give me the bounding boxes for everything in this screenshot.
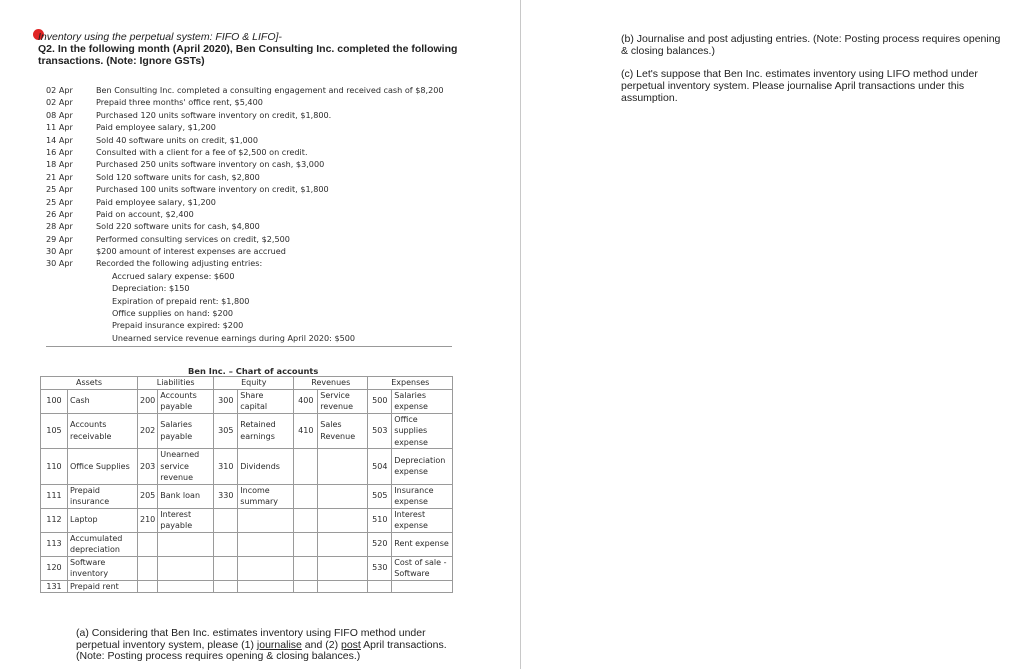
account-number: 112 bbox=[41, 508, 68, 532]
account-number bbox=[368, 580, 392, 593]
transaction-row bbox=[46, 245, 452, 257]
account-name: Accumulated depreciation bbox=[68, 532, 138, 556]
transaction-row bbox=[46, 257, 452, 269]
account-number bbox=[294, 580, 318, 593]
section-rule bbox=[46, 346, 452, 347]
account-name: Rent expense bbox=[392, 532, 453, 556]
account-number: 111 bbox=[41, 484, 68, 508]
account-name bbox=[392, 580, 453, 593]
account-name: Cash bbox=[68, 389, 138, 413]
account-name: Accounts receivable bbox=[68, 413, 138, 449]
transaction-row bbox=[46, 109, 452, 121]
account-number: 310 bbox=[214, 449, 238, 485]
transaction-description: Purchased 120 units software inventory on credit, $1,800. bbox=[96, 109, 332, 120]
account-name: Unearned service revenue bbox=[158, 449, 214, 485]
account-name bbox=[238, 580, 294, 593]
question-a-post: post bbox=[340, 638, 361, 651]
account-name: Salaries payable bbox=[158, 413, 214, 449]
account-number: 205 bbox=[138, 484, 158, 508]
account-number: 100 bbox=[41, 389, 68, 413]
account-name: Service revenue bbox=[318, 389, 368, 413]
account-name: Prepaid insurance bbox=[68, 484, 138, 508]
transaction-date: 25 Apr bbox=[46, 184, 73, 195]
adjusting-entry: Prepaid insurance expired: $200 bbox=[112, 320, 244, 331]
coa-row bbox=[41, 484, 453, 508]
account-number: 500 bbox=[368, 389, 392, 413]
account-name bbox=[318, 556, 368, 580]
account-name: Share capital bbox=[238, 389, 294, 413]
question-c: (c) Let's suppose that Ben Inc. estimates inventory using LIFO method under perpetual inventory system. Please journalise April transactions under this assumption. bbox=[621, 68, 978, 104]
account-number: 200 bbox=[138, 389, 158, 413]
transaction-date: 16 Apr bbox=[46, 146, 73, 157]
coa-header: Revenues bbox=[294, 377, 368, 390]
transaction-row bbox=[46, 158, 452, 170]
account-number: 330 bbox=[214, 484, 238, 508]
transaction-row bbox=[46, 84, 452, 96]
account-number: 520 bbox=[368, 532, 392, 556]
transaction-description: Paid employee salary, $1,200 bbox=[96, 122, 216, 133]
question-title: Q2. In the following month (April 2020), Ben Consulting Inc. completed the following bbox=[38, 43, 458, 55]
account-name bbox=[238, 556, 294, 580]
coa-row bbox=[41, 389, 453, 413]
account-number: 305 bbox=[214, 413, 238, 449]
transaction-row bbox=[46, 146, 452, 158]
transaction-date: 28 Apr bbox=[46, 221, 73, 232]
transaction-description: $200 amount of interest expenses are accrued bbox=[96, 246, 286, 257]
transaction-date: 11 Apr bbox=[46, 122, 73, 133]
account-name: Interest expense bbox=[392, 508, 453, 532]
account-name: Software inventory bbox=[68, 556, 138, 580]
account-name: Cost of sale - Software bbox=[392, 556, 453, 580]
transaction-date: 02 Apr bbox=[46, 97, 73, 108]
transaction-date: 21 Apr bbox=[46, 171, 73, 182]
question-a-journalise: journalise bbox=[256, 638, 302, 651]
account-number: 300 bbox=[214, 389, 238, 413]
coa-header-row bbox=[41, 377, 453, 390]
account-name bbox=[158, 580, 214, 593]
transaction-description: Prepaid three months' office rent, $5,400 bbox=[96, 97, 263, 108]
account-name bbox=[318, 532, 368, 556]
transaction-date: 02 Apr bbox=[46, 85, 73, 95]
adjusting-entry: Accrued salary expense: $600 bbox=[112, 270, 235, 281]
transaction-date: 30 Apr bbox=[46, 246, 73, 257]
coa-row bbox=[41, 580, 453, 593]
account-number: 120 bbox=[41, 556, 68, 580]
account-number: 505 bbox=[368, 484, 392, 508]
account-name: Sales Revenue bbox=[318, 413, 368, 449]
transaction-description: Purchased 100 units software inventory on credit, $1,800 bbox=[96, 184, 329, 195]
topic-line: Inventory using the perpetual system: FIFO & LIFO]- bbox=[38, 31, 282, 43]
question-a-text: (a) Considering that Ben Inc. estimates inventory using FIFO method under perpetual inventory system, please (1) bbox=[76, 627, 426, 651]
account-number bbox=[214, 556, 238, 580]
transaction-description: Sold 220 software units for cash, $4,800 bbox=[96, 221, 260, 232]
transaction-description: Performed consulting services on credit, $2,500 bbox=[96, 233, 290, 244]
account-name: Income summary bbox=[238, 484, 294, 508]
transaction-row bbox=[46, 233, 452, 245]
transaction-date: 30 Apr bbox=[46, 258, 73, 269]
transaction-date: 29 Apr bbox=[46, 233, 73, 244]
transaction-row bbox=[46, 220, 452, 232]
account-number: 105 bbox=[41, 413, 68, 449]
transaction-row bbox=[46, 171, 452, 183]
account-number bbox=[138, 556, 158, 580]
account-name: Salaries expense bbox=[392, 389, 453, 413]
coa-header: Liabilities bbox=[138, 377, 214, 390]
transaction-row bbox=[46, 121, 452, 133]
transaction-description: Sold 120 software units for cash, $2,800 bbox=[96, 171, 260, 182]
account-number: 504 bbox=[368, 449, 392, 485]
adjusting-entry: Unearned service revenue earnings during April 2020: $500 bbox=[112, 332, 356, 343]
chart-of-accounts-table bbox=[40, 376, 453, 593]
question-header bbox=[38, 31, 508, 67]
adjusting-entry: Depreciation: $150 bbox=[112, 283, 190, 294]
account-number bbox=[138, 580, 158, 593]
coa-row bbox=[41, 532, 453, 556]
account-name: Depreciation expense bbox=[392, 449, 453, 485]
account-name: Laptop bbox=[68, 508, 138, 532]
account-number: 202 bbox=[138, 413, 158, 449]
transaction-row bbox=[46, 196, 452, 208]
transaction-description: Sold 40 software units on credit, $1,000 bbox=[96, 134, 258, 145]
account-number: 203 bbox=[138, 449, 158, 485]
account-number: 400 bbox=[294, 389, 318, 413]
account-number bbox=[294, 556, 318, 580]
coa-row bbox=[41, 413, 453, 449]
account-name bbox=[318, 580, 368, 593]
account-name: Dividends bbox=[238, 449, 294, 485]
account-name bbox=[158, 556, 214, 580]
transaction-date: 14 Apr bbox=[46, 134, 73, 145]
coa-row bbox=[41, 508, 453, 532]
transaction-description: Purchased 250 units software inventory on cash, $3,000 bbox=[96, 159, 325, 170]
account-number: 503 bbox=[368, 413, 392, 449]
account-number: 410 bbox=[294, 413, 318, 449]
coa-row bbox=[41, 449, 453, 485]
account-name: Retained earnings bbox=[238, 413, 294, 449]
account-number bbox=[294, 532, 318, 556]
account-number: 510 bbox=[368, 508, 392, 532]
transaction-description: Paid employee salary, $1,200 bbox=[96, 196, 216, 207]
account-number: 530 bbox=[368, 556, 392, 580]
adjusting-entry: Expiration of prepaid rent: $1,800 bbox=[112, 295, 250, 306]
transaction-description: Ben Consulting Inc. completed a consulting engagement and received cash of $8,200 bbox=[96, 85, 444, 95]
account-name: Prepaid rent bbox=[68, 580, 138, 593]
page-divider bbox=[520, 0, 521, 669]
adjusting-entry: Office supplies on hand: $200 bbox=[112, 308, 233, 319]
transactions-list bbox=[46, 84, 452, 347]
question-title-cont: transactions. (Note: Ignore GSTs) bbox=[38, 55, 205, 67]
account-name bbox=[158, 532, 214, 556]
account-name bbox=[318, 449, 368, 485]
transaction-date: 08 Apr bbox=[46, 109, 73, 120]
account-name: Office supplies expense bbox=[392, 413, 453, 449]
question-a-text-end: April transactions. (Note: Posting process requires opening & closing balances.) bbox=[76, 638, 447, 662]
question-a-text-mid: and (2) bbox=[301, 638, 341, 651]
account-number bbox=[138, 532, 158, 556]
account-name: Interest payable bbox=[158, 508, 214, 532]
coa-header: Equity bbox=[214, 377, 294, 390]
account-number bbox=[294, 449, 318, 485]
coa-header: Assets bbox=[41, 377, 138, 390]
transaction-row bbox=[46, 208, 452, 220]
transaction-date: 18 Apr bbox=[46, 159, 73, 170]
account-name: Bank loan bbox=[158, 484, 214, 508]
question-b: (b) Journalise and post adjusting entries. (Note: Posting process requires opening & closing balances.) bbox=[621, 33, 1001, 57]
account-name: Insurance expense bbox=[392, 484, 453, 508]
account-name bbox=[238, 532, 294, 556]
account-number bbox=[294, 484, 318, 508]
coa-header: Expenses bbox=[368, 377, 453, 390]
transaction-row bbox=[46, 96, 452, 108]
chart-of-accounts-title: Ben Inc. – Chart of accounts bbox=[188, 366, 319, 376]
account-name: Accounts payable bbox=[158, 389, 214, 413]
transaction-date: 26 Apr bbox=[46, 208, 73, 219]
transaction-description: Recorded the following adjusting entries: bbox=[96, 258, 263, 269]
account-number: 131 bbox=[41, 580, 68, 593]
transaction-row bbox=[46, 183, 452, 195]
transaction-row bbox=[46, 134, 452, 146]
account-number: 210 bbox=[138, 508, 158, 532]
account-number bbox=[294, 508, 318, 532]
account-number: 113 bbox=[41, 532, 68, 556]
account-name: Office Supplies bbox=[68, 449, 138, 485]
account-name bbox=[318, 508, 368, 532]
question-a bbox=[76, 628, 466, 663]
transaction-description: Consulted with a client for a fee of $2,500 on credit. bbox=[96, 146, 308, 157]
account-name bbox=[238, 508, 294, 532]
account-number: 110 bbox=[41, 449, 68, 485]
transaction-description: Paid on account, $2,400 bbox=[96, 208, 194, 219]
account-name bbox=[318, 484, 368, 508]
account-number bbox=[214, 508, 238, 532]
account-number bbox=[214, 580, 238, 593]
account-number bbox=[214, 532, 238, 556]
transaction-date: 25 Apr bbox=[46, 196, 73, 207]
adjusting-entries bbox=[46, 270, 452, 344]
coa-row bbox=[41, 556, 453, 580]
